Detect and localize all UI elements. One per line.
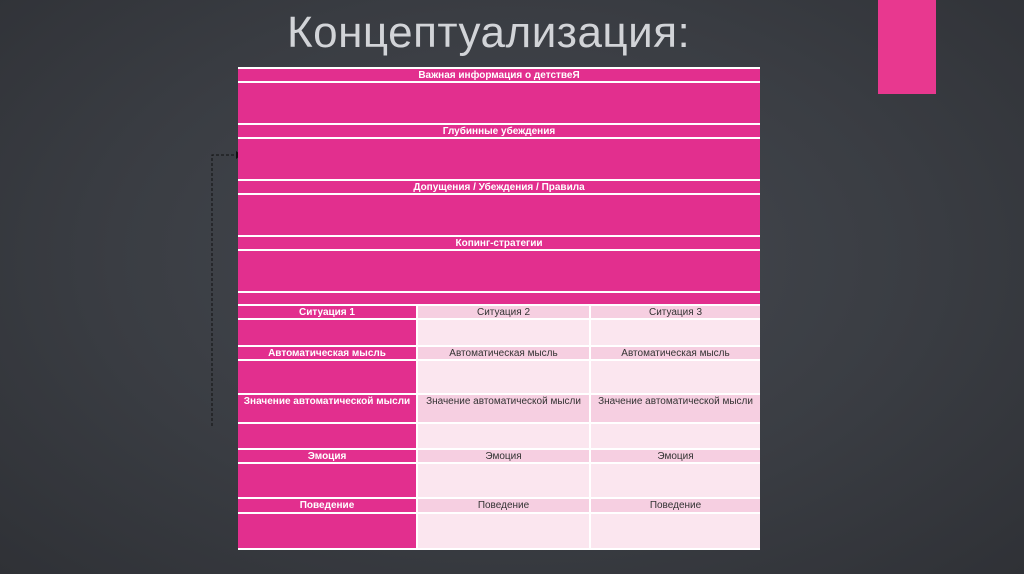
situation-3-content[interactable]	[591, 320, 760, 345]
childhood-content[interactable]	[238, 83, 760, 123]
emotion-header-3: Эмоция	[591, 450, 760, 462]
spacer-cell	[238, 293, 760, 304]
situation-content-row	[238, 320, 760, 345]
meaning-header-3: Значение автоматической мысли	[591, 395, 760, 422]
meaning-content-2[interactable]	[418, 424, 589, 448]
core-beliefs-header: Глубинные убеждения	[238, 125, 760, 137]
childhood-content-row	[238, 83, 760, 123]
meaning-header-2: Значение автоматической мысли	[418, 395, 589, 422]
feedback-arrow-icon	[206, 150, 242, 430]
behavior-header-row	[238, 499, 760, 512]
accent-bar	[878, 0, 936, 94]
emotion-header-1: Эмоция	[238, 450, 416, 462]
assumptions-header-row	[238, 181, 760, 193]
emotion-content-2[interactable]	[418, 464, 589, 497]
assumptions-content[interactable]	[238, 195, 760, 235]
assumptions-header: Допущения / Убеждения / Правила	[238, 181, 760, 193]
behavior-header-1: Поведение	[238, 499, 416, 512]
emotion-content-1[interactable]	[238, 464, 416, 497]
auto-thought-header-2: Автоматическая мысль	[418, 347, 589, 359]
auto-thought-content-2[interactable]	[418, 361, 589, 393]
meaning-content-1[interactable]	[238, 424, 416, 448]
behavior-content-2[interactable]	[418, 514, 589, 548]
situation-3-header: Ситуация 3	[591, 306, 760, 318]
spacer-row	[238, 293, 760, 304]
core-beliefs-content-row	[238, 139, 760, 179]
situation-1-content[interactable]	[238, 320, 416, 345]
core-beliefs-header-row	[238, 125, 760, 137]
behavior-content-1[interactable]	[238, 514, 416, 548]
behavior-content-3[interactable]	[591, 514, 760, 548]
behavior-header-3: Поведение	[591, 499, 760, 512]
meaning-content-3[interactable]	[591, 424, 760, 448]
behavior-content-row	[238, 514, 760, 548]
meaning-content-row	[238, 424, 760, 448]
situation-2-header: Ситуация 2	[418, 306, 589, 318]
emotion-header-2: Эмоция	[418, 450, 589, 462]
emotion-header-row	[238, 450, 760, 462]
meaning-header-row	[238, 395, 760, 422]
core-beliefs-content[interactable]	[238, 139, 760, 179]
coping-content[interactable]	[238, 251, 760, 291]
situation-header-row	[238, 306, 760, 318]
coping-header-row	[238, 237, 760, 249]
meaning-header-1: Значение автоматической мысли	[238, 395, 416, 422]
coping-header: Копинг-стратегии	[238, 237, 760, 249]
slide-title: Концептуализация:	[287, 8, 691, 57]
situation-1-header: Ситуация 1	[238, 306, 416, 318]
behavior-header-2: Поведение	[418, 499, 589, 512]
emotion-content-row	[238, 464, 760, 497]
situation-2-content[interactable]	[418, 320, 589, 345]
auto-thought-header-1: Автоматическая мысль	[238, 347, 416, 359]
childhood-header: Важная информация о детствеЯ	[238, 69, 760, 81]
auto-thought-content-row	[238, 361, 760, 393]
coping-content-row	[238, 251, 760, 291]
auto-thought-header-row	[238, 347, 760, 359]
childhood-header-row	[238, 69, 760, 81]
auto-thought-header-3: Автоматическая мысль	[591, 347, 760, 359]
auto-thought-content-3[interactable]	[591, 361, 760, 393]
auto-thought-content-1[interactable]	[238, 361, 416, 393]
conceptualization-table	[238, 67, 760, 550]
emotion-content-3[interactable]	[591, 464, 760, 497]
assumptions-content-row	[238, 195, 760, 235]
